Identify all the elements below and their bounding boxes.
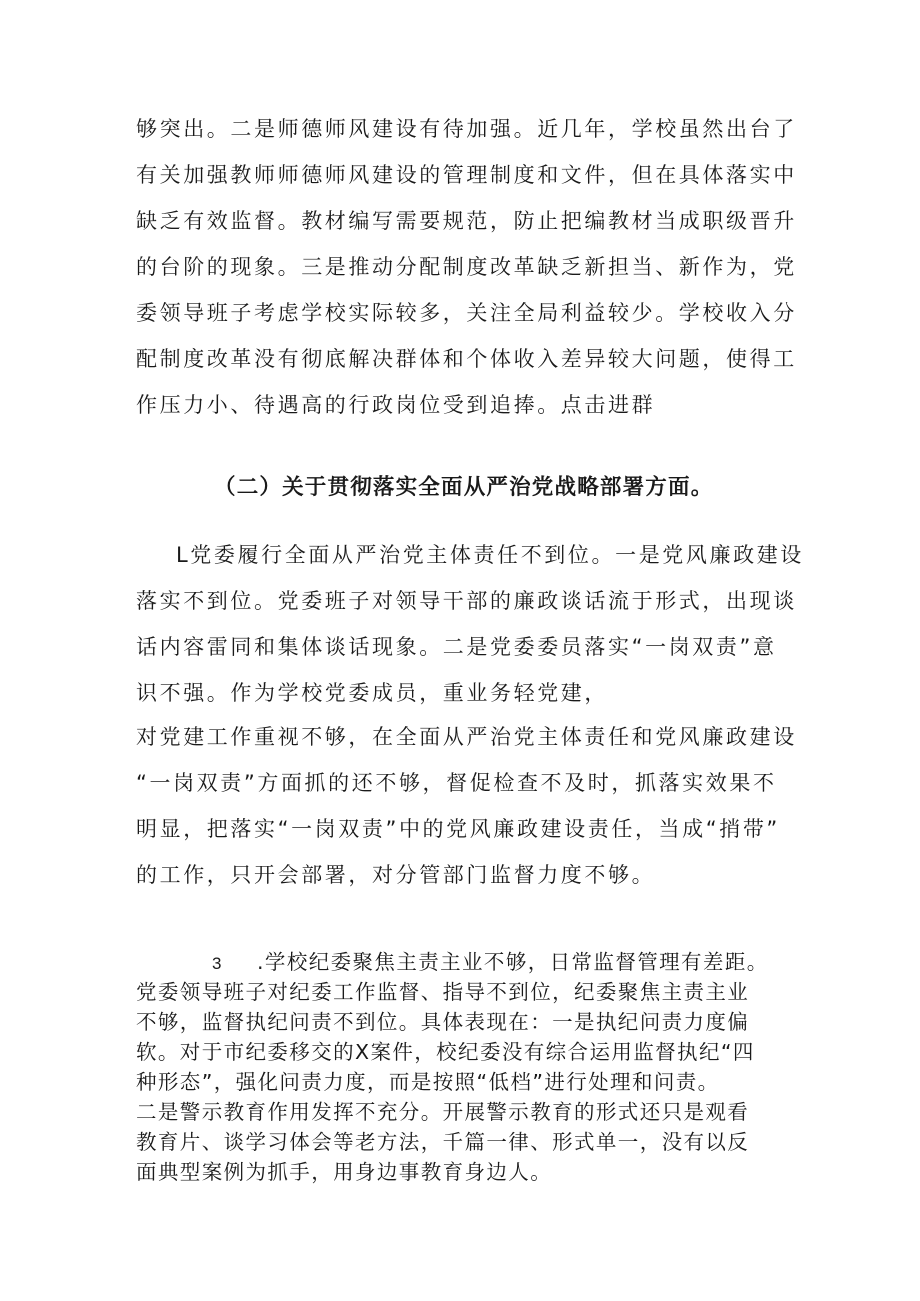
paragraph-line: 识不强。作为学校党委成员，重业务轻党建， bbox=[136, 681, 608, 705]
paragraph-line: 面典型案例为抓手，用身边事教育身边人。 bbox=[136, 1160, 553, 1184]
paragraph-line: 缺乏有效监督。教材编写需要规范，防止把编教材当成职级晋升 bbox=[136, 209, 797, 233]
paragraph-line: 落实不到位。党委班子对领导干部的廉政谈话流于形式，出现谈 bbox=[136, 589, 797, 613]
paragraph-line: 配制度改革没有彻底解决群体和个体收入差异较大问题，使得工 bbox=[136, 347, 797, 371]
paragraph-line: 教育片、谈学习体会等老方法，千篇一律、形式单一，没有以反 bbox=[136, 1130, 750, 1154]
paragraph-line: 话内容雷同和集体谈话现象。二是党委委员落实“一岗双责”意 bbox=[136, 635, 777, 659]
paragraph-line: 的工作，只开会部署，对分管部门监督力度不够。 bbox=[136, 863, 656, 887]
paragraph-line: 对党建工作重视不够，在全面从严治党主体责任和党风廉政建设 bbox=[136, 725, 797, 749]
paragraph-line: L党委履行全面从严治党主体责任不到位。一是党风廉政建设 bbox=[176, 543, 804, 567]
paragraph-line: 明显，把落实“一岗双责”中的党风廉政建设责任，当成“捎带” bbox=[136, 817, 780, 841]
paragraph-line: 够突出。二是师德师风建设有待加强。近几年，学校虽然出台了 bbox=[136, 117, 797, 141]
paragraph-line: 的台阶的现象。三是推动分配制度改革缺乏新担当、新作为，党 bbox=[136, 255, 797, 279]
paragraph-line: 委领导班子考虑学校实际较多，关注全局利益较少。学校收入分 bbox=[136, 301, 797, 325]
paragraph-line: 软。对于市纪委移交的X案件，校纪委没有综合运用监督执纪“四 bbox=[136, 1040, 755, 1064]
section-heading: （二）关于贯彻落实全面从严治党战略部署方面。 bbox=[214, 475, 714, 500]
paragraph-line: 党委领导班子对纪委工作监督、指导不到位，纪委聚焦主责主业 bbox=[136, 980, 750, 1004]
paragraph-line: 有关加强教师师德师风建设的管理制度和文件，但在具体落实中 bbox=[136, 163, 797, 187]
paragraph-line: 种形态”，强化问责力度，而是按照“低档”进行处理和问责。 bbox=[136, 1070, 720, 1094]
paragraph-line: 不够，监督执纪问责不到位。具体表现在：一是执纪问责力度偏 bbox=[136, 1010, 750, 1034]
paragraph-line: .学校纪委聚焦主责主业不够，日常监督管理有差距。 bbox=[257, 950, 769, 974]
paragraph-line: “一岗双责”方面抓的还不够，督促检查不及时，抓落实效果不 bbox=[136, 771, 777, 795]
item-number: 3 bbox=[212, 954, 222, 973]
paragraph-line: 二是警示教育作用发挥不充分。开展警示教育的形式还只是观看 bbox=[136, 1100, 750, 1124]
paragraph-line: 作压力小、待遇高的行政岗位受到追捧。点击进群 bbox=[136, 393, 656, 417]
